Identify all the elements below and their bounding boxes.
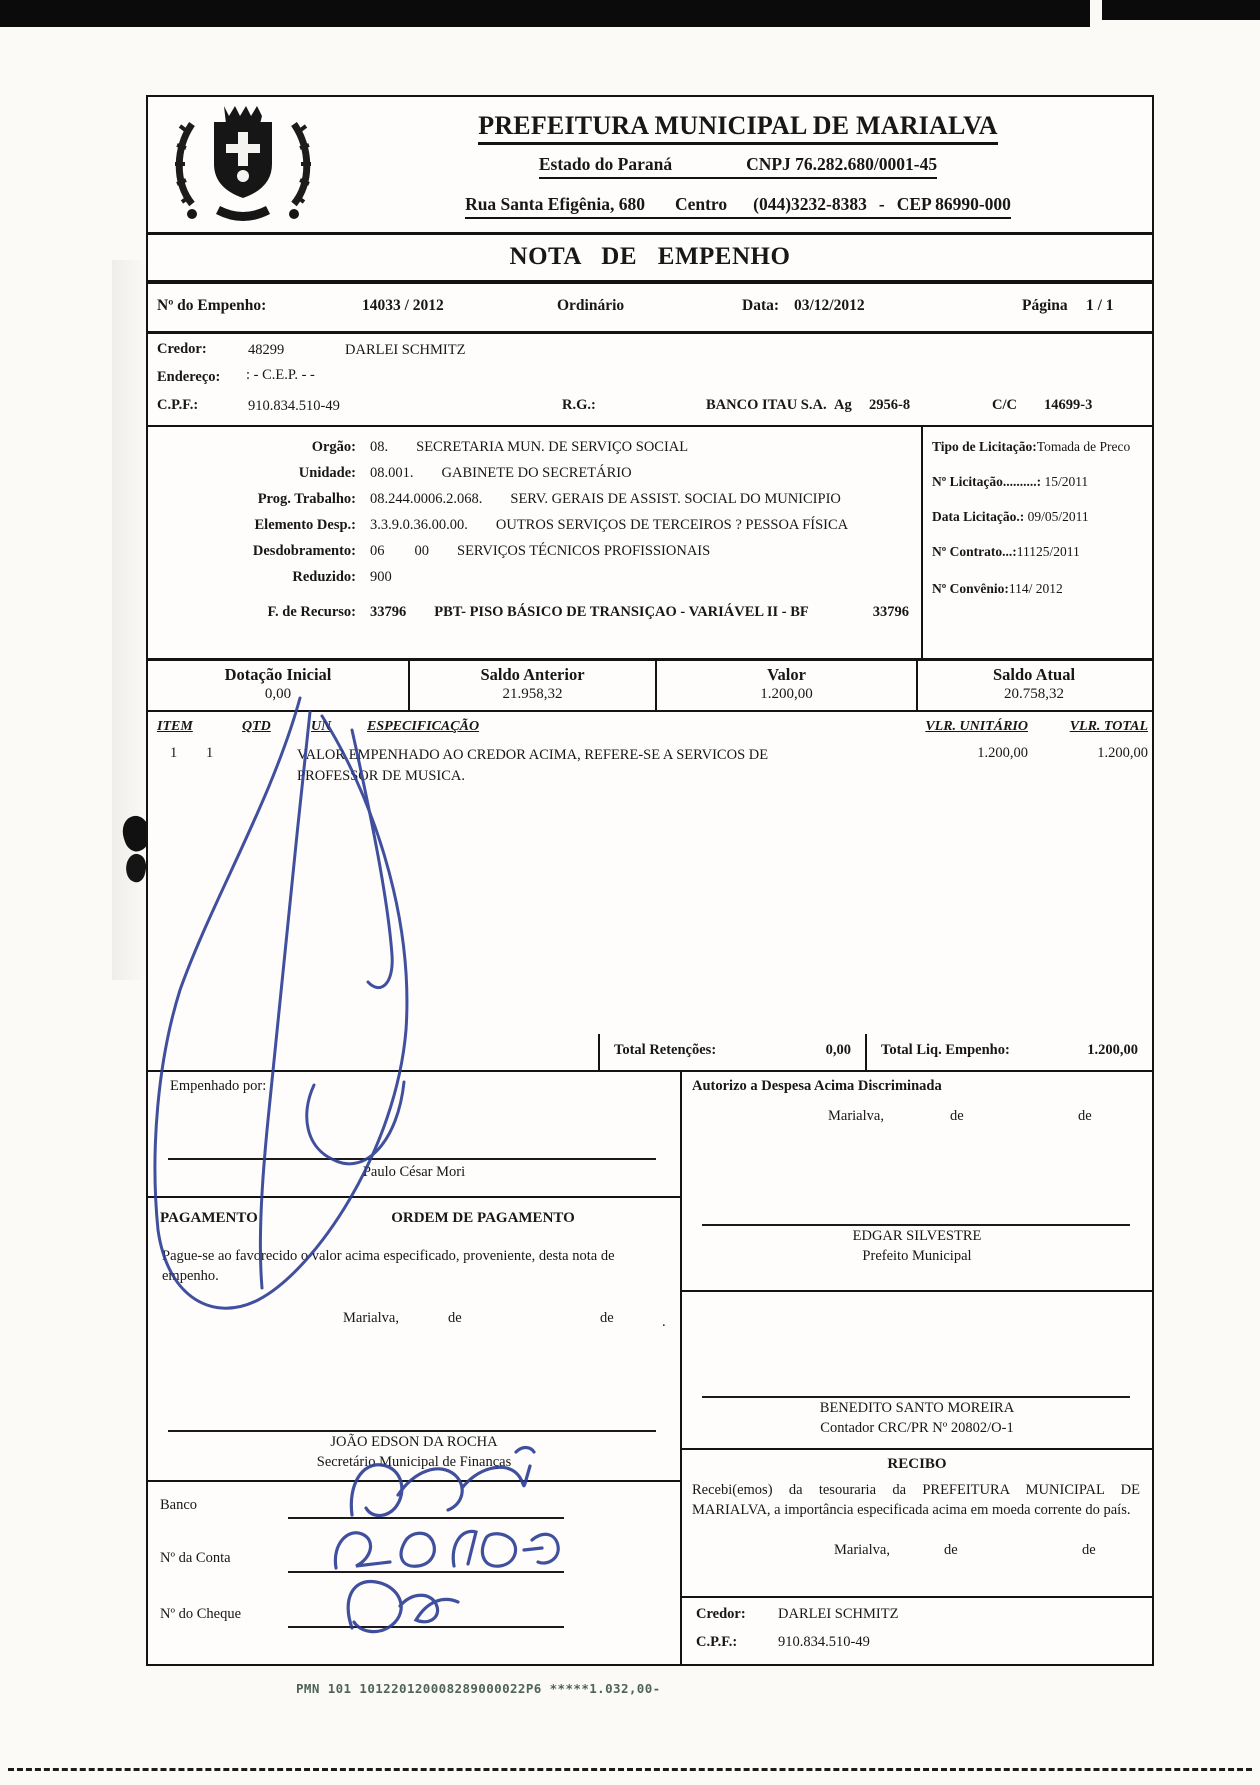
cnpj-value: CNPJ 76.282.680/0001-45 [746,154,938,174]
mayor-name: EDGAR SILVESTRE [852,1228,982,1244]
agency-label: Ag [834,397,852,413]
municipal-coat-of-arms-logo [162,102,324,226]
city-line: Marialva, [343,1310,399,1326]
address-value: : - C.E.P. - - [246,367,315,383]
street: Rua Santa Efigênia, 680 [465,194,645,214]
district: Centro [674,194,728,214]
col-qtd: QTD [242,719,271,734]
agency-value: 2956-8 [869,397,911,413]
finance-secretary-title: Secretário Municipal de Finanças [316,1454,512,1470]
empenho-type: Ordinário [557,297,625,314]
signatures-area [148,1070,1152,1664]
of-word: de [448,1310,462,1326]
value-cell: Valor 1.200,00 [657,660,918,710]
authorization-box [682,1070,1152,1292]
item-description: VALOR EMPENHADO AO CREDOR ACIMA, REFERE-SE A SERVICOS DE PROFESSOR DE MUSICA. [297,747,769,784]
account-value: 14699-3 [1044,397,1093,413]
col-item: ITEM [157,719,193,734]
bank-label: Banco [160,1497,198,1513]
separator-dash: - [878,194,885,214]
check-fill-line [288,1626,564,1628]
classification-row-fonte-recurso: F. de Recurso: 33796 PBT- PISO BÁSICO DE TRANSIÇAO - VARIÁVEL II - BF 33796 [267,604,909,620]
receipt-cpf-label: C.P.F.: [696,1634,738,1650]
check-number-label: Nº do Cheque [160,1606,242,1622]
committed-by-label: Empenhado por: [170,1078,267,1094]
payment-title: PAGAMENTO [160,1210,258,1226]
item-qty: 1 [206,745,214,761]
authorization-title: Autorizo a Despesa Acima Discriminada [692,1078,942,1094]
classification-row-orgao: Orgão: 08. SECRETARIA MUN. DE SERVIÇO SOCIAL [311,439,689,455]
of-word: de [600,1310,614,1326]
scan-top-black-bar-right [1102,0,1260,20]
accountant-title: Contador CRC/PR Nº 20802/O-1 [820,1420,1014,1436]
of-word: de [950,1108,964,1124]
licitacao-type-row: Tipo de Licitação:Tomada de Preco [932,439,1131,454]
receipt-creditor-name: DARLEI SCHMITZ [778,1606,899,1622]
rg-label: R.G.: [562,397,596,413]
page-value: 1 / 1 [1086,297,1114,314]
payment-order-box [148,1198,680,1482]
page-label: Página [1022,297,1068,314]
item-total-value: 1.200,00 [1097,745,1148,761]
classification-row-prog-trabalho: Prog. Trabalho: 08.244.0006.2.068. SERV. GERAIS DE ASSIST. SOCIAL DO MUNICIPIO [257,491,841,507]
of-word: de [1082,1542,1096,1558]
state-cnpj-line [539,154,937,179]
state-label: Estado do Paraná [538,154,673,174]
machine-print-line: PMN 101 101220120008289000022P6 *****1.032,00- [296,1681,661,1696]
initial-allocation-cell: Dotação Inicial 0,00 [148,660,410,710]
net-commitment-cell: Total Liq. Empenho: 1.200,00 [881,1042,1138,1058]
left-signature-column [148,1070,682,1664]
signature-line [702,1224,1130,1226]
creditor-code: 48299 [248,342,285,358]
city-line: Marialva, [834,1542,890,1558]
current-balance-cell: Saldo Atual 20.758,32 [992,665,1076,702]
creditor-label: Credor: [157,341,207,357]
committed-by-box [148,1070,680,1198]
bank-fill-line [288,1517,564,1519]
items-table [148,712,1152,1034]
address-label: Endereço: [157,369,221,385]
classification-row-reduzido: Reduzido: 900 [292,569,392,585]
phone: (044)3232-8383 [753,194,867,214]
classification-row-unidade: Unidade: 08.001. GABINETE DO SECRETÁRIO [298,465,632,481]
classification-row-desdobramento: Desdobramento: 06 00 SERVIÇOS TÉCNICOS PROFISSIONAIS [252,543,711,559]
finance-secretary-name: JOÃO EDSON DA ROCHA [330,1434,498,1450]
col-vlr-unitario: VLR. UNITÁRIO [925,719,1028,734]
item-number: 1 [170,745,178,761]
receipt-creditor-box [682,1598,1152,1664]
cep: CEP 86990-000 [896,194,1011,214]
empenho-number-value: 14033 / 2012 [362,297,444,314]
col-vlr-total: VLR. TOTAL [1069,719,1148,734]
account-label: C/C [992,397,1017,413]
convenio-number-row: Nº Convênio:114/ 2012 [932,581,1063,596]
mayor-title: Prefeito Municipal [862,1248,972,1264]
retentions-cell: Total Retenções: 0,00 [600,1034,867,1070]
account-number-label: Nº da Conta [160,1550,231,1566]
perforation-dashed-line [8,1768,1252,1771]
entity-title: PREFEITURA MUNICIPAL DE MARIALVA [478,111,997,145]
bank-name: BANCO ITAU S.A. [706,397,827,413]
address-line [465,194,1011,219]
date-label: Data: [742,297,780,314]
receipt-box [682,1450,1152,1598]
licitacao-date-row: Data Licitação.: 09/05/2011 [932,509,1089,524]
bank-check-box [148,1482,680,1664]
empenho-number-label: Nº do Empenho: [157,297,267,314]
nota-de-empenho-form [146,95,1154,1666]
right-signature-column [682,1070,1152,1664]
accountant-name: BENEDITO SANTO MOREIRA [819,1400,1015,1416]
totals-row [148,1034,1152,1072]
classification-rows [148,427,923,658]
balances-row [148,660,1152,712]
budget-classification-block [148,427,1152,661]
receipt-title: RECIBO [887,1456,947,1472]
header-text-block [328,97,1148,232]
col-especificacao: ESPECIFICAÇÃO [367,719,480,734]
city-line: Marialva, [828,1108,884,1124]
signature-line [168,1430,656,1432]
form-header [148,97,1152,235]
payment-order-text: Pague-se ao favorecido o valor acima especificado, proveniente, desta nota de empenho. [162,1248,615,1284]
signature-line [702,1396,1130,1398]
totals-empty-cell [148,1034,600,1070]
signature-line [168,1158,656,1160]
of-word: de [1078,1108,1092,1124]
cpf-label: C.P.F.: [157,397,199,413]
accountant-box [682,1292,1152,1450]
receipt-cpf-value: 910.834.510-49 [778,1634,870,1650]
col-un: UN [311,719,332,734]
period-mark: . [662,1314,666,1330]
receipt-creditor-label: Credor: [696,1606,746,1622]
item-unit-value: 1.200,00 [977,745,1028,761]
document-title: NOTA DE EMPENHO [148,232,1152,284]
receipt-text: Recebi(emos) da tesouraria da PREFEITURA MUNICIPAL DE MARIALVA, a importância especificada acima em moeda corrente do país. [692,1482,1140,1518]
creditor-name: DARLEI SCHMITZ [345,342,466,358]
account-fill-line [288,1571,564,1573]
payment-order-title: ORDEM DE PAGAMENTO [391,1210,575,1226]
empenho-number-row [148,284,1152,334]
scan-top-black-bar [0,0,1090,27]
classification-row-elemento: Elemento Desp.: 3.3.9.0.36.00.00. OUTROS SERVIÇOS DE TERCEIROS ? PESSOA FÍSICA [254,517,849,533]
creditor-block [148,334,1152,427]
previous-balance-cell: Saldo Anterior 21.958,32 [410,660,657,710]
date-value: 03/12/2012 [794,297,865,314]
cpf-value: 910.834.510-49 [248,398,340,414]
of-word: de [944,1542,958,1558]
licitacao-number-row: Nº Licitação..........: 15/2011 [932,474,1089,489]
committed-by-name: Paulo César Mori [362,1164,466,1180]
licitacao-column [925,427,1150,658]
contract-number-row: Nº Contrato...:11125/2011 [932,544,1080,559]
